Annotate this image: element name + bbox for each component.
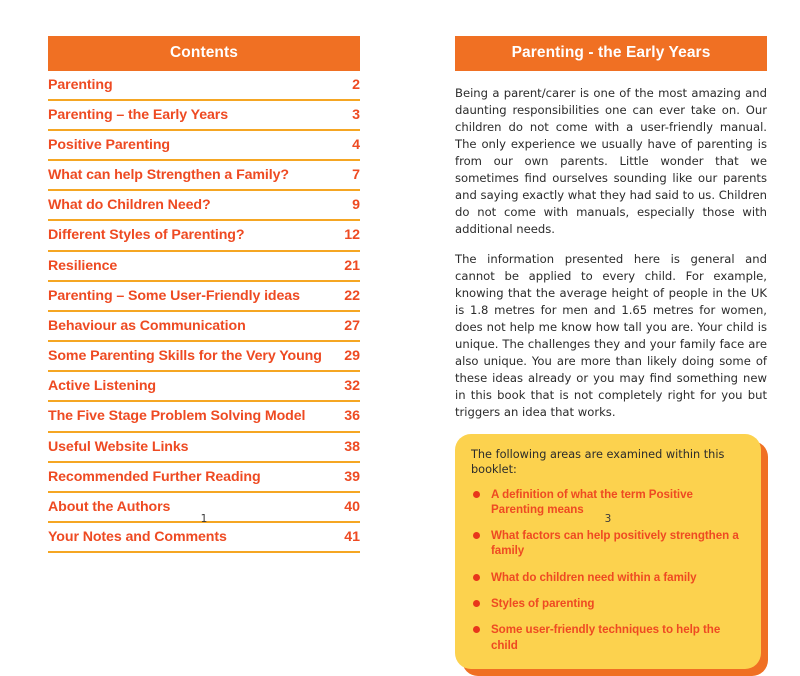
toc-entry-title: Useful Website Links: [48, 438, 189, 455]
list-item[interactable]: [48, 372, 360, 402]
list-item: [471, 528, 745, 559]
left-page: [0, 0, 400, 582]
list-item[interactable]: [48, 433, 360, 463]
chapter-column: [455, 36, 767, 669]
bullet-label: Some user-friendly techniques to help the child: [491, 623, 721, 652]
list-item[interactable]: [48, 71, 360, 101]
toc-entry-page: 9: [352, 197, 360, 214]
toc-entry-page: 41: [344, 529, 360, 546]
list-item[interactable]: [48, 221, 360, 251]
toc-entry-page: 29: [344, 348, 360, 365]
list-item[interactable]: [48, 282, 360, 312]
callout-intro-text: The following areas are examined within this booklet:: [471, 448, 725, 477]
callout-bullet-list: [471, 487, 745, 653]
toc-entry-title: Your Notes and Comments: [48, 529, 227, 546]
list-item[interactable]: [48, 101, 360, 131]
toc-entry-title: Parenting – the Early Years: [48, 106, 228, 123]
contents-header-bar: Contents: [48, 36, 360, 71]
toc-entry-page: 38: [344, 438, 360, 455]
list-item[interactable]: [48, 252, 360, 282]
chapter-header-bar: Parenting - the Early Years: [455, 36, 767, 71]
toc-entry-page: 36: [344, 408, 360, 425]
toc-entry-title: Behaviour as Communication: [48, 317, 246, 334]
bullet-dot-icon: [473, 626, 480, 633]
toc-entry-title: Parenting: [48, 76, 113, 93]
body-paragraph: The information presented here is general and cannot be applied to every child. For example, knowing that the average height of people in the UK is 1.8 metres for men and 1.65 metres for women, does not help me know how tall you are. Your child is unique. The challenges they and your family face are also unique. You are more than likely doing some of these ideas already or you may find something new in this book that is not completely right for you but triggers an idea that works.: [455, 251, 767, 420]
toc-entry-page: 7: [352, 167, 360, 184]
toc-entry-title: What can help Strengthen a Family?: [48, 167, 289, 184]
toc-entry-page: 12: [344, 227, 360, 244]
list-item[interactable]: [48, 312, 360, 342]
list-item[interactable]: [48, 342, 360, 372]
list-item: [471, 596, 745, 611]
toc-entry-page: 40: [344, 498, 360, 515]
list-item[interactable]: [48, 402, 360, 432]
toc-entry-title: Active Listening: [48, 378, 156, 395]
toc-entry-title: Positive Parenting: [48, 136, 170, 153]
toc-entry-page: 3: [352, 106, 360, 123]
list-item[interactable]: [48, 463, 360, 493]
contents-column: [48, 36, 360, 553]
right-page: [400, 0, 800, 652]
toc-entry-title: About the Authors: [48, 498, 171, 515]
toc-entry-title: Different Styles of Parenting?: [48, 227, 245, 244]
toc-entry-page: 39: [344, 468, 360, 485]
list-item: [471, 570, 745, 585]
toc-entry-page: 4: [352, 136, 360, 153]
toc-entry-title: The Five Stage Problem Solving Model: [48, 408, 306, 425]
toc-entry-title: What do Children Need?: [48, 197, 211, 214]
list-item[interactable]: [48, 131, 360, 161]
toc-entry-title: Recommended Further Reading: [48, 468, 261, 485]
bullet-label: A definition of what the term Positive Parenting means: [491, 487, 693, 516]
bullet-dot-icon: [473, 574, 480, 581]
toc-entry-title: Some Parenting Skills for the Very Young: [48, 348, 322, 365]
toc-entry-page: 21: [344, 257, 360, 274]
page-number: 1: [200, 513, 208, 525]
toc-entry-title: Resilience: [48, 257, 118, 274]
page-number: 3: [604, 513, 612, 525]
callout-panel: [455, 434, 761, 669]
bullet-label: What factors can help positively strengthen a family: [491, 529, 739, 558]
list-item[interactable]: [48, 191, 360, 221]
list-item: [471, 622, 745, 653]
list-item[interactable]: [48, 523, 360, 553]
bullet-dot-icon: [473, 600, 480, 607]
bullet-label: What do children need within a family: [491, 570, 697, 584]
toc-entry-page: 2: [352, 76, 360, 93]
callout-box: [455, 434, 761, 669]
bullet-dot-icon: [473, 532, 480, 539]
table-of-contents-list: [48, 71, 360, 554]
list-item[interactable]: [48, 161, 360, 191]
toc-entry-page: 32: [344, 378, 360, 395]
toc-entry-page: 27: [344, 317, 360, 334]
bullet-dot-icon: [473, 491, 480, 498]
toc-entry-page: 22: [344, 287, 360, 304]
bullet-label: Styles of parenting: [491, 597, 595, 611]
body-paragraph: Being a parent/carer is one of the most amazing and daunting responsibilities one can ever take on. Our children do not come with a user-friendly manual. The only experience we usually have of parenting is from our own parents. Little wonder that we sometimes find ourselves sounding like our parents and saying exactly what they had said to us. Children do not come with manuals, especially those with additional needs.: [455, 85, 767, 236]
toc-entry-title: Parenting – Some User-Friendly ideas: [48, 287, 300, 304]
